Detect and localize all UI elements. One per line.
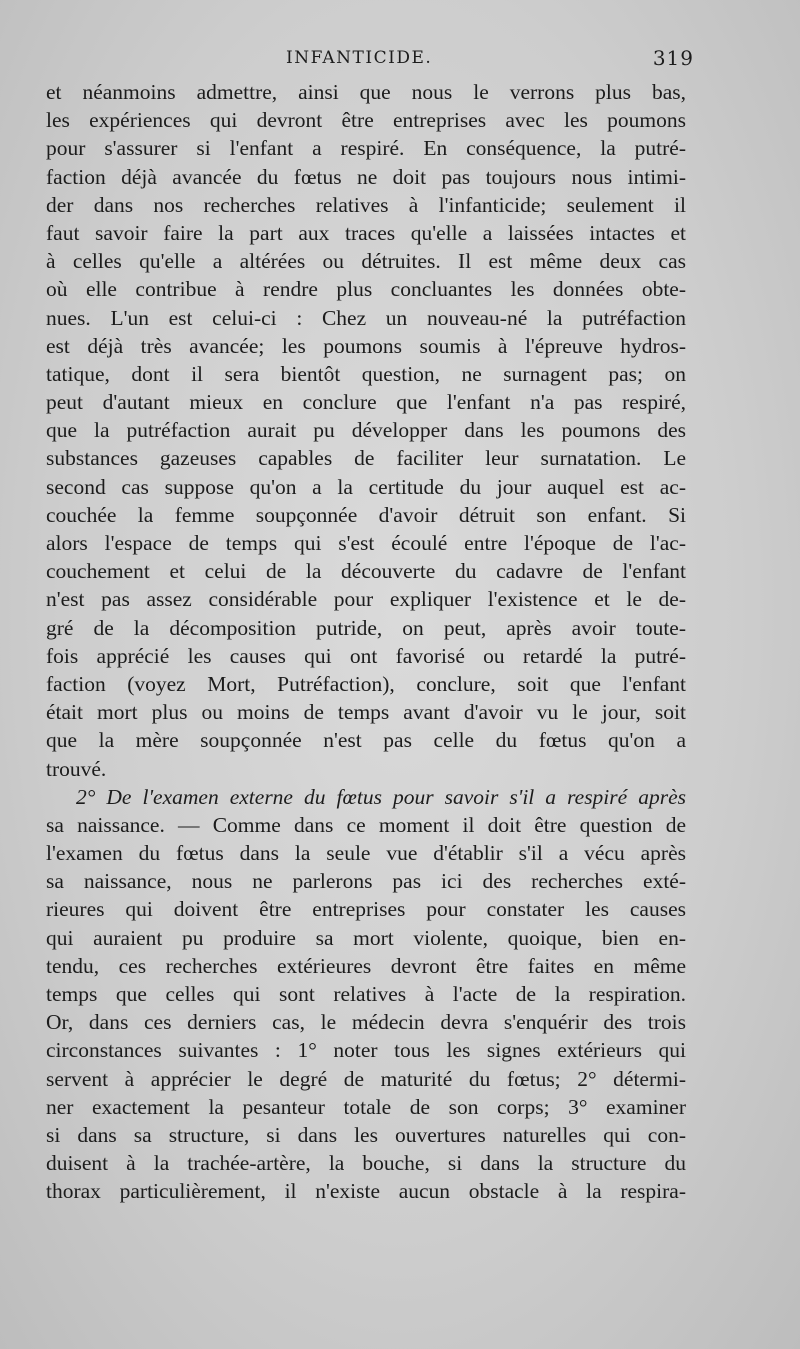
text-line: et néanmoins admettre, ainsi que nous le verrons plus bas, [46,80,686,104]
text-line: les expériences qui devront être entreprises avec les poumons [46,108,686,133]
book-page [46,44,694,1206]
text-line: tendu, ces recherches extérieures devront être faites en même [46,953,686,978]
text-line: peut d'autant mieux en conclure que l'enfant n'a pas respiré, [46,390,686,415]
text-line: où elle contribue à rendre plus concluantes les données obte- [46,277,686,302]
text-line: duisent à la trachée-artère, la bouche, si dans la structure du [46,1151,686,1176]
text-line: alors l'espace de temps qui s'est écoulé entre l'époque de l'ac- [46,531,686,555]
text-line: trouvé. [46,756,107,781]
text-line: est déjà très avancée; les poumons soumis à l'épreuve hydros- [46,333,686,358]
text-line: à celles qu'elle a altérées ou détruites. Il est même deux cas [46,249,686,274]
text-line: nues. L'un est celui-ci : Chez un nouveau-né la putréfaction [46,305,686,330]
text-line: circonstances suivantes : 1° noter tous les signes extérieurs qui [46,1038,686,1063]
text-line: pour s'assurer si l'enfant a respiré. En conséquence, la putré- [46,136,686,161]
text-line: thorax particulièrement, il n'existe aucun obstacle à la respira- [46,1179,686,1204]
text-line: faction (voyez Mort, Putréfaction), conclure, soit que l'enfant [46,671,686,696]
text-line: l'examen du fœtus dans la seule vue d'établir s'il a vécu après [46,841,686,866]
running-title: INFANTICIDE. [286,48,433,68]
text-line: servent à apprécier le degré de maturité du fœtus; 2° détermi- [46,1066,686,1091]
text-line: couchement et celui de la découverte du cadavre de l'enfant [46,559,686,584]
text-line: faction déjà avancée du fœtus ne doit pas toujours nous intimi- [46,164,686,189]
body-text [46,78,686,1206]
text-line: sa naissance, nous ne parlerons pas ici des recherches exté- [46,869,686,894]
page-number: 319 [652,46,694,70]
text-line: der dans nos recherches relatives à l'infanticide; seulement il [46,192,686,217]
text-line: était mort plus ou moins de temps avant d'avoir vu le jour, soit [46,700,686,725]
text-line: couchée la femme soupçonnée d'avoir détruit son enfant. Si [46,502,686,527]
text-line: gré de la décomposition putride, on peut, après avoir toute- [46,615,686,640]
text-line: Or, dans ces derniers cas, le médecin devra s'enquérir des trois [46,1010,686,1035]
page-header [46,44,694,78]
section-heading-line: 2° De l'examen externe du fœtus pour savoir s'il a respiré après [76,784,686,809]
text-line: que la putréfaction aurait pu développer dans les poumons des [46,418,686,443]
text-line: faut savoir faire la part aux traces qu'elle a laissées intactes et [46,220,686,245]
text-line: n'est pas assez considérable pour expliquer l'existence et le de- [46,587,686,612]
text-line: second cas suppose qu'on a la certitude du jour auquel est ac- [46,474,686,499]
text-line: qui auraient pu produire sa mort violente, quoique, bien en- [46,925,686,950]
text-line: temps que celles qui sont relatives à l'acte de la respiration. [46,982,686,1006]
text-line: sa naissance. — Comme dans ce moment il doit être question de [46,812,686,837]
text-line: rieures qui doivent être entreprises pour constater les causes [46,897,686,922]
text-line: si dans sa structure, si dans les ouvertures naturelles qui con- [46,1122,686,1147]
text-line: fois apprécié les causes qui ont favorisé ou retardé la putré- [46,643,686,668]
text-line: tatique, dont il sera bientôt question, ne surnagent pas; on [46,361,686,386]
text-line: ner exactement la pesanteur totale de son corps; 3° examiner [46,1094,686,1119]
text-line: substances gazeuses capables de faciliter leur surnatation. Le [46,446,686,471]
text-line: que la mère soupçonnée n'est pas celle du fœtus qu'on a [46,728,686,753]
